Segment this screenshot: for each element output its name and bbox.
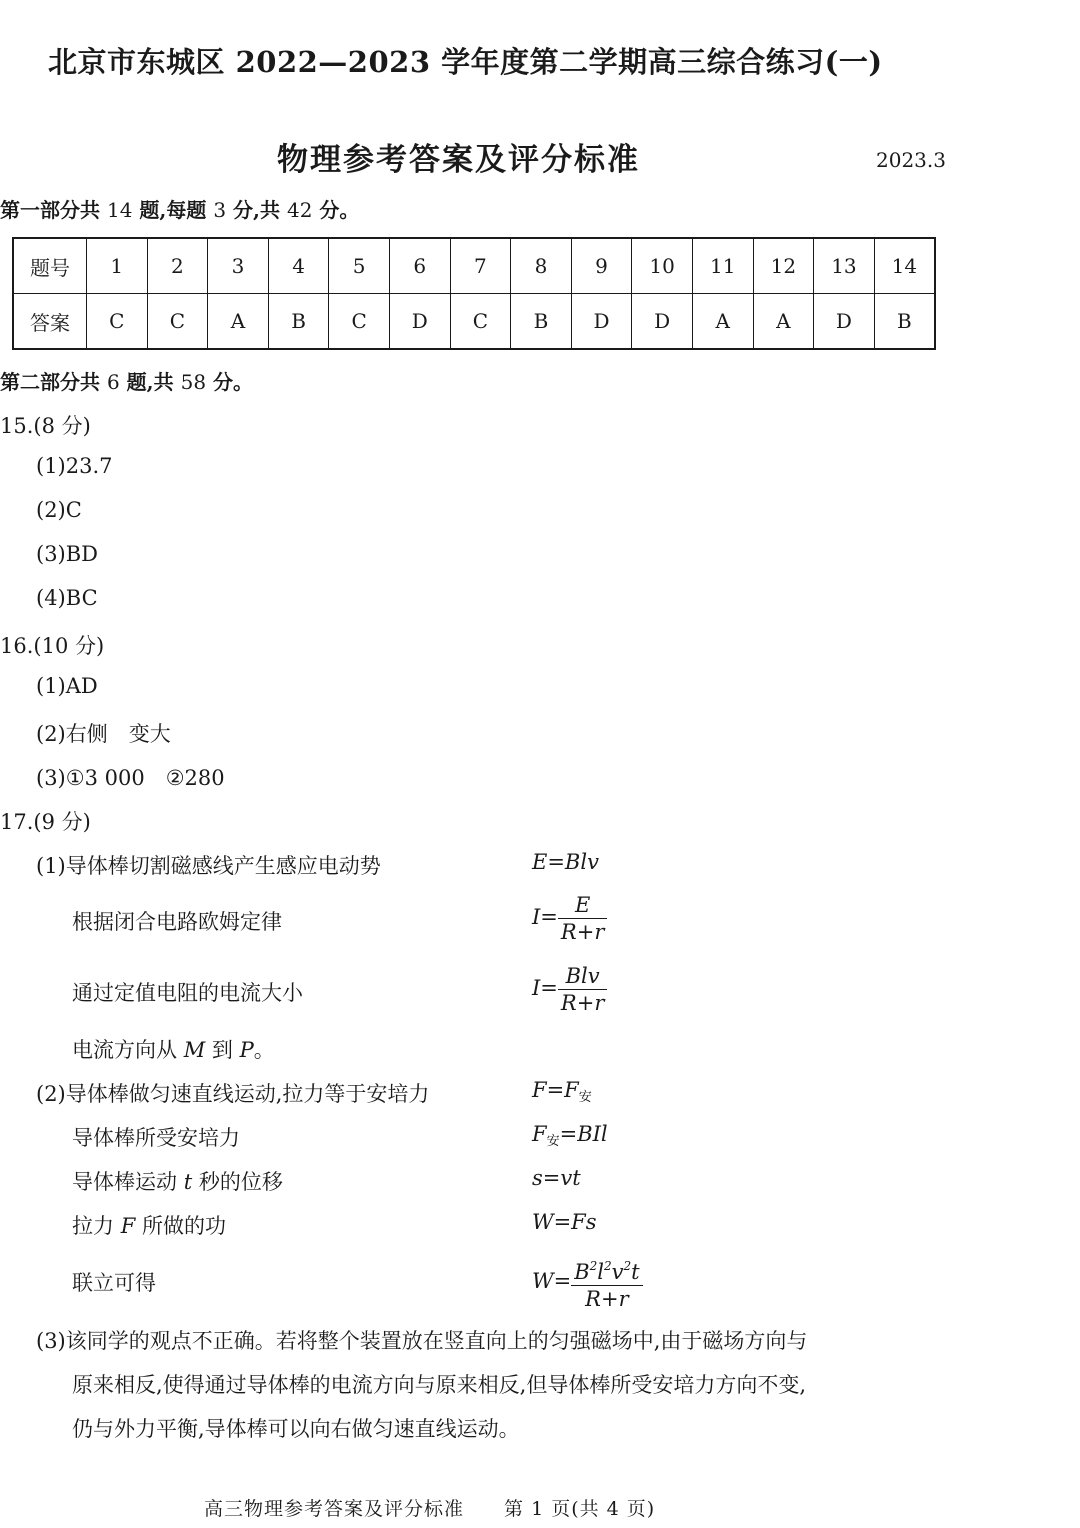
q17-2-step-5: 联立可得 [72,1271,156,1295]
answer-cell: D [632,294,693,350]
q15-heading: 15.(8 分) [0,414,91,438]
answer-row [13,294,935,350]
row-label: 答案 [13,294,87,350]
answer-cell: D [389,294,450,350]
answer-cell: B [874,294,935,350]
q17-2-formula-3: s=vt [532,1166,581,1190]
q16-answer-2: (2)右侧 变大 [36,722,171,746]
question-number-cell: 5 [329,238,390,294]
question-number-cell: 4 [268,238,329,294]
question-number-cell: 11 [692,238,753,294]
answer-cell: B [511,294,572,350]
question-number-cell: 9 [571,238,632,294]
answer-table [12,237,936,350]
answer-cell: D [571,294,632,350]
answer-cell: C [147,294,208,350]
q16-heading: 16.(10 分) [0,634,105,658]
question-number-cell: 8 [511,238,572,294]
question-number-cell: 6 [389,238,450,294]
answer-cell: C [450,294,511,350]
question-number-cell: 2 [147,238,208,294]
q17-2-step-3: 导体棒运动 t 秒的位移 [72,1170,283,1194]
q17-3-line-1: (3)该同学的观点不正确。若将整个装置放在竖直向上的匀强磁场中,由于磁场方向与 [36,1329,808,1353]
q15-answer-1: (1)23.7 [36,454,113,478]
question-number-cell: 1 [87,238,148,294]
q17-heading: 17.(9 分) [0,810,91,834]
q17-1-step-3: 通过定值电阻的电流大小 [72,981,303,1005]
part1-heading: 第一部分共 14 题,每题 3 分,共 42 分。 [0,198,360,222]
q17-2-formula-4: W=Fs [532,1210,597,1234]
answer-cell: C [87,294,148,350]
part2-heading: 第二部分共 6 题,共 58 分。 [0,370,254,394]
question-number-cell: 10 [632,238,693,294]
answer-cell: B [268,294,329,350]
q17-1-formula-2: I= $\frac{E}{R+r}$ [532,892,607,945]
q17-1-step-1: (1)导体棒切割磁感线产生感应电动势 [36,854,381,878]
page-footer: 高三物理参考答案及评分标准 第 1 页(共 4 页) [204,1498,656,1520]
document-title: 北京市东城区 2022—2023 学年度第二学期高三综合练习(一) [48,45,883,79]
question-number-cell: 7 [450,238,511,294]
q16-answer-1: (1)AD [36,674,98,698]
q15-answer-2: (2)C [36,498,82,522]
answer-cell: A [753,294,814,350]
q17-2-step-2: 导体棒所受安培力 [72,1126,240,1150]
row-label: 题号 [13,238,87,294]
question-number-row [13,238,935,294]
question-number-cell: 12 [753,238,814,294]
q17-1-current-direction: 电流方向从 M 到 P。 [72,1038,275,1062]
q15-answer-3: (3)BD [36,542,99,566]
q15-answer-4: (4)BC [36,586,98,610]
answer-cell: D [814,294,875,350]
q17-1-formula-3: I= $\frac{\text{Blv}}{R+r}$ [532,963,607,1016]
q17-1-step-2: 根据闭合电路欧姆定律 [72,910,282,934]
answer-cell: A [208,294,269,350]
q17-1-formula-1: E=Blv [532,850,599,874]
question-number-cell: 14 [874,238,935,294]
q17-2-formula-2: $F_安=BIl$ [532,1122,608,1149]
q17-2-formula-5: W= $\frac{B^2l^2v^2t}{R+r}$ [532,1253,643,1312]
q17-2-step-4: 拉力 F 所做的功 [72,1214,226,1238]
q17-3-line-3: 仍与外力平衡,导体棒可以向右做匀速直线运动。 [72,1417,520,1441]
q17-3-line-2: 原来相反,使得通过导体棒的电流方向与原来相反,但导体棒所受安培力方向不变, [72,1373,807,1397]
question-number-cell: 13 [814,238,875,294]
q17-2-formula-1: $F=F_安$ [532,1078,592,1105]
answer-cell: C [329,294,390,350]
document-subtitle: 物理参考答案及评分标准 [277,142,640,178]
question-number-cell: 3 [208,238,269,294]
q17-2-step-1: (2)导体棒做匀速直线运动,拉力等于安培力 [36,1082,430,1106]
q16-answer-3: (3)①3 000 ②280 [36,766,225,790]
document-date: 2023.3 [876,148,946,172]
answer-cell: A [692,294,753,350]
